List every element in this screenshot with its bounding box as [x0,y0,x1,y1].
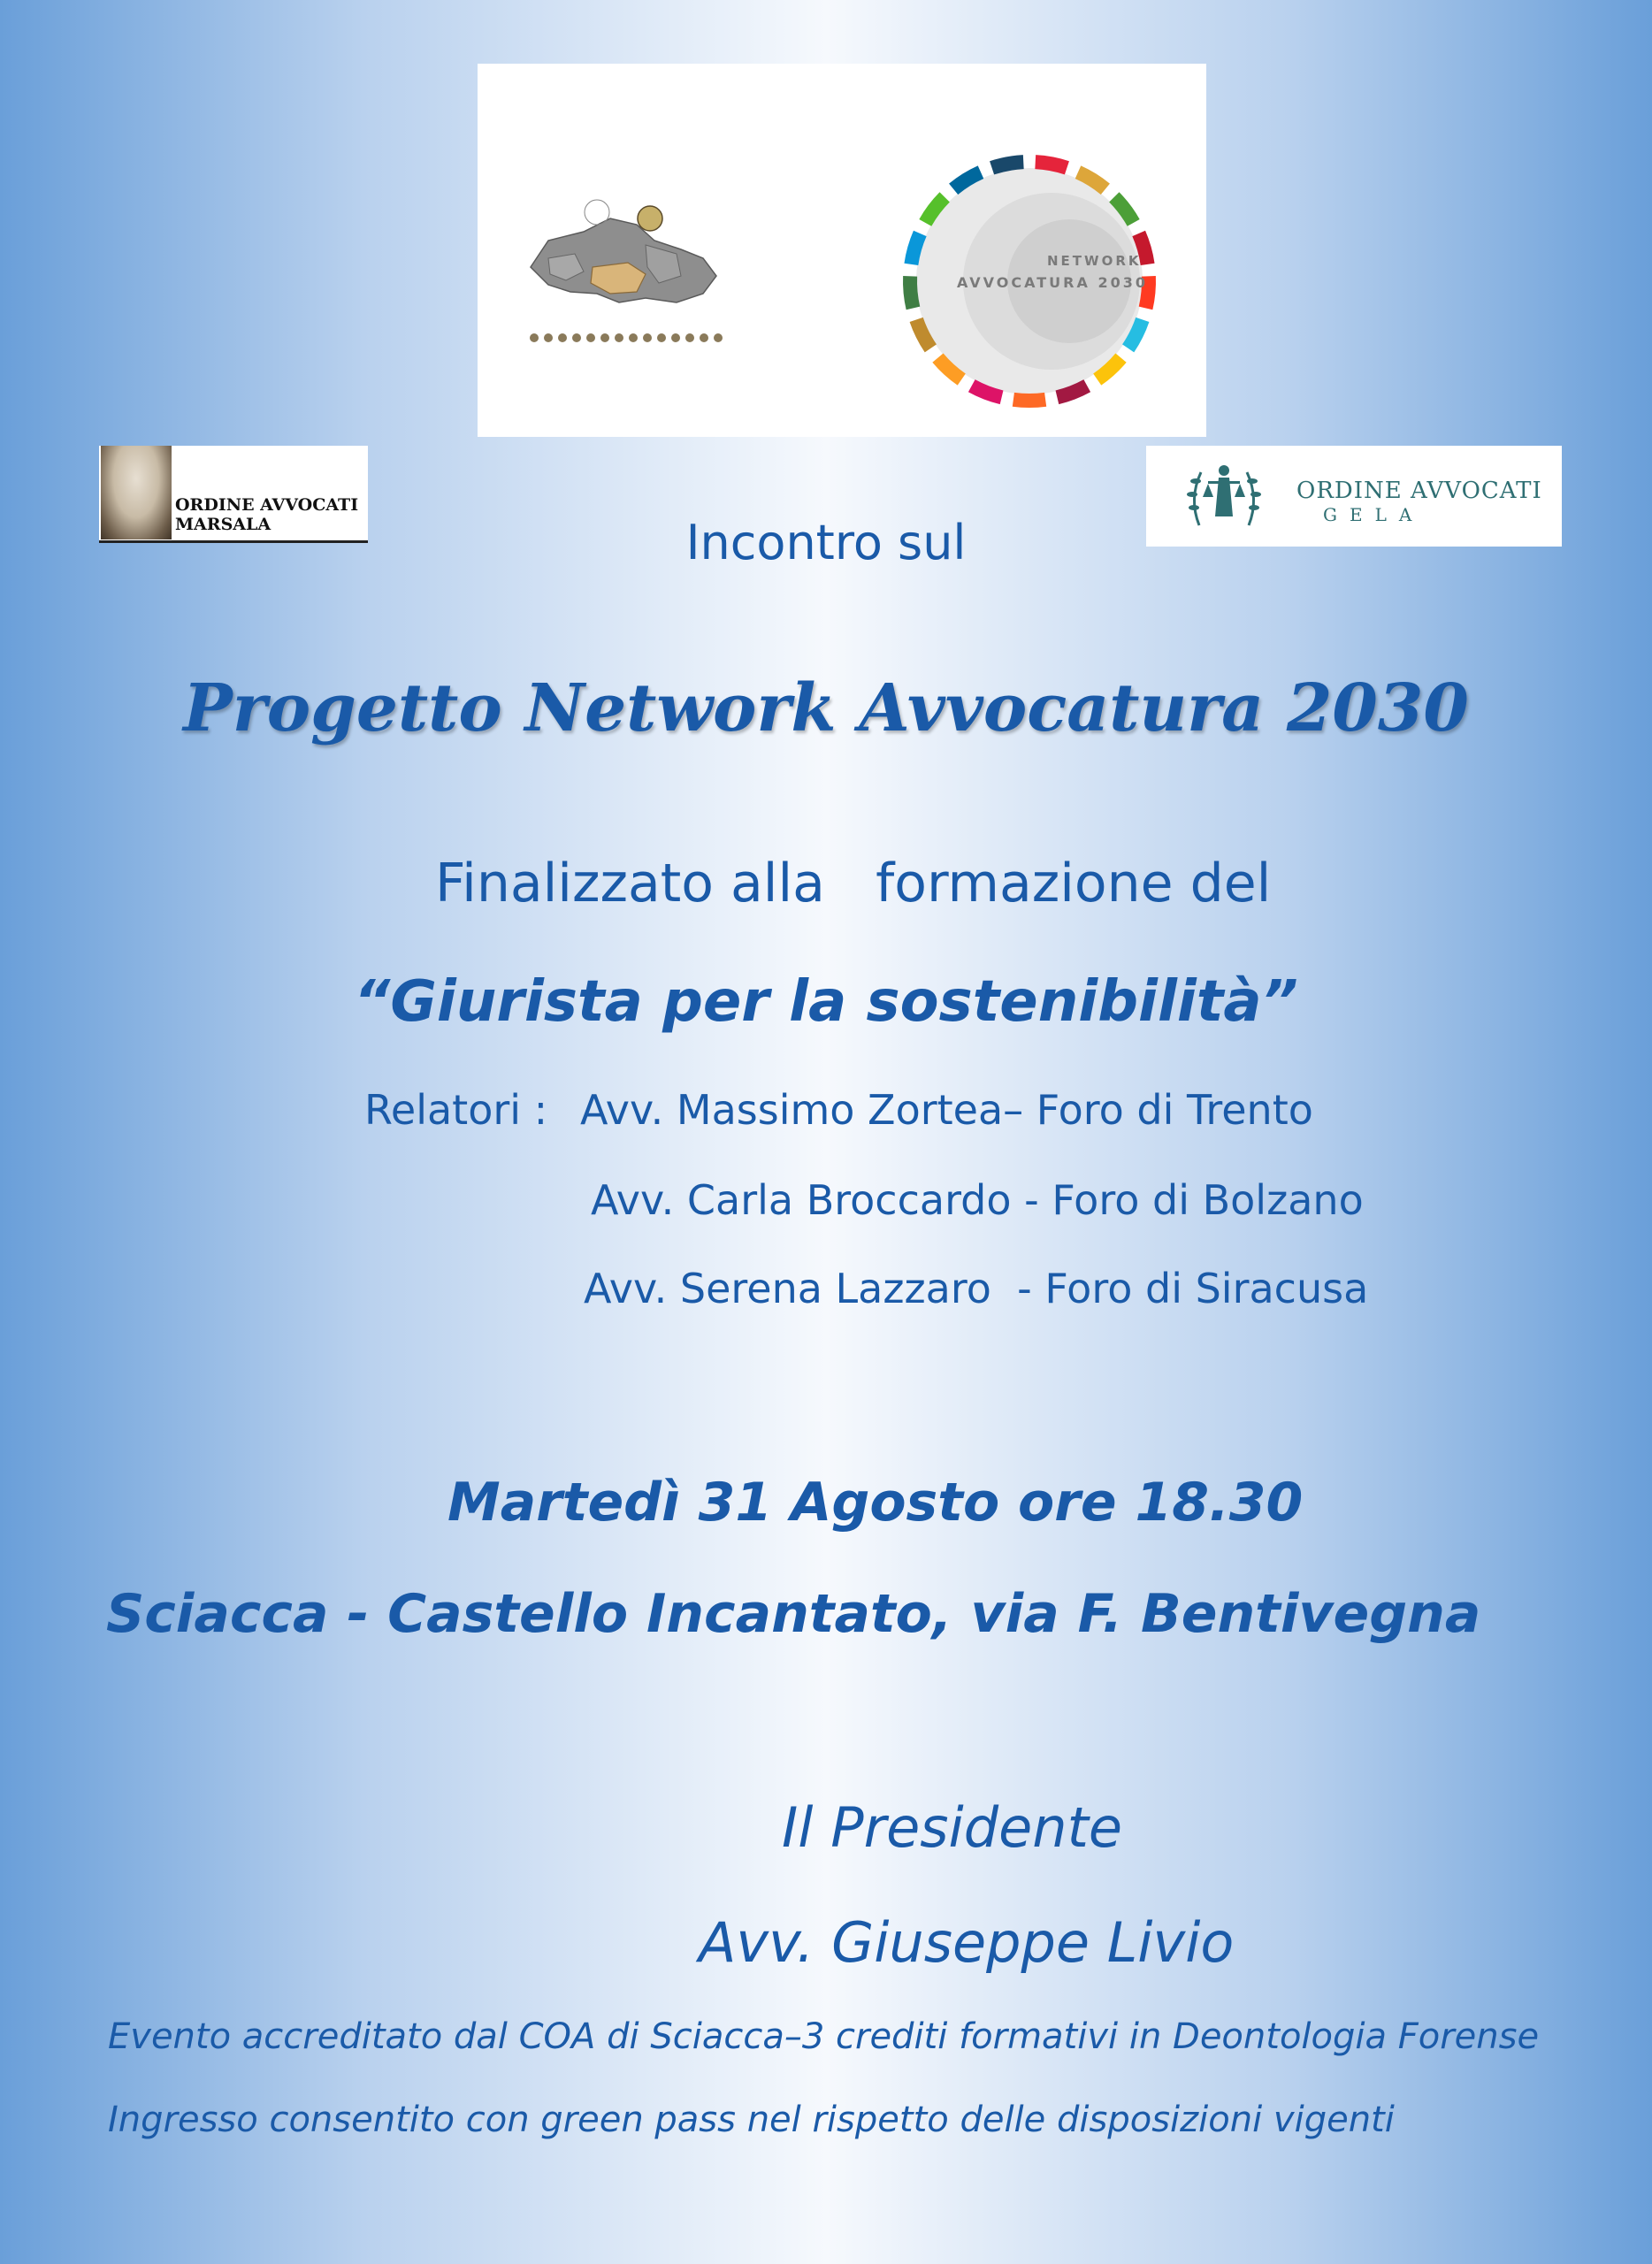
highlight-quote: “Giurista per la sostenibilità” [354,969,1298,1035]
intro-heading: Incontro sul [685,515,967,570]
president-title: Il Presidente [782,1795,1123,1860]
network-logo-line2: AVVOCATURA 2030 [957,274,1148,291]
event-date: Martedì 31 Agosto ore 18.30 [447,1472,1304,1534]
access-note: Ingresso consentito con green pass nel rispetto delle disposizioni vigenti [108,2100,1395,2140]
president-name: Avv. Giuseppe Livio [699,1910,1235,1975]
sdg-ring-segment [1036,162,1067,168]
purpose-line: Finalizzato alla formazione del [435,853,1272,914]
map-crests-row [530,333,723,342]
speaker-item: Avv. Serena Lazzaro - Foro di Siracusa [584,1265,1369,1312]
marsala-logo-line1: ORDINE AVVOCATI [175,495,359,515]
network-logo-line1: NETWORK [1047,253,1142,269]
gela-logo-line1: ORDINE AVVOCATI [1296,478,1542,504]
sponsor-logo-panel [478,64,1206,437]
marsala-logo-line2: MARSALA [175,515,272,534]
network-avvocatura-logo [897,149,1162,414]
sdg-ring-segment [1013,400,1045,401]
sicily-districts-map-logo [513,170,743,382]
speaker-item: Avv. Carla Broccardo - Foro di Bolzano [591,1176,1364,1224]
speaker-item: Avv. Massimo Zortea– Foro di Trento [580,1086,1313,1134]
speakers-label: Relatori : [364,1086,548,1134]
event-venue: Sciacca - Castello Incantato, via F. Bentivegna [106,1583,1481,1645]
map-shape [531,200,716,302]
accreditation-note: Evento accreditato dal COA di Sciacca–3 crediti formativi in Deontologia Forense [108,2016,1540,2057]
gela-logo-line2: GELA [1323,504,1425,525]
sdg-ring-segment [992,162,1024,168]
event-title: Progetto Network Avvocatura 2030 [183,670,1469,746]
sdg-ring-segment [911,233,920,264]
sdg-ring-segment [910,276,913,308]
